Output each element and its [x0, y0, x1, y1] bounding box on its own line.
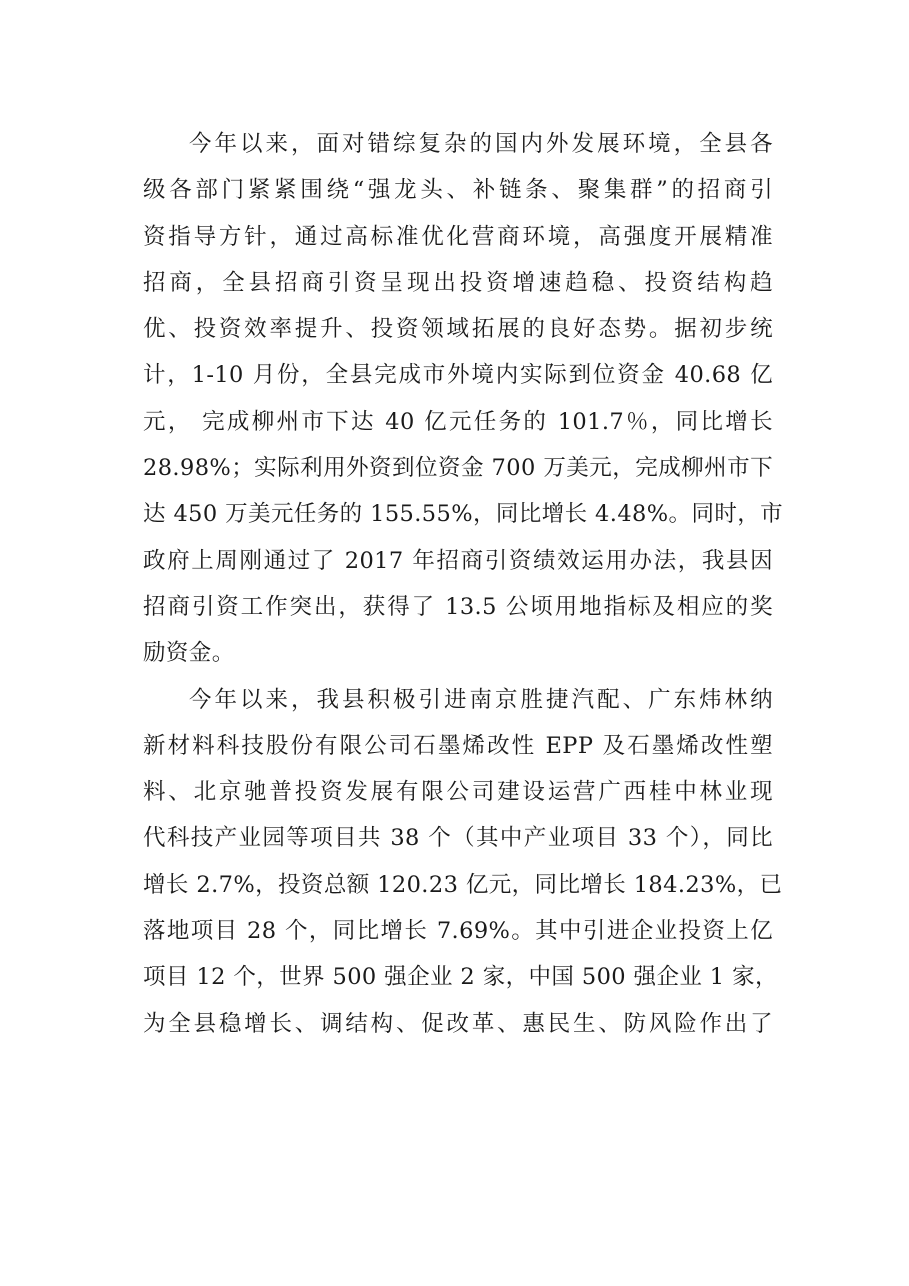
text-line: 政府上周刚通过了 2017 年招商引资绩效运用办法，我县因	[143, 547, 773, 574]
document-body	[143, 121, 784, 1047]
text-line: 元， 完成柳州市下达 40 亿元任务的 101.7％，同比增长	[143, 408, 773, 435]
text-line: 今年以来，面对错综复杂的国内外发展环境，全县各	[189, 131, 773, 157]
paragraph-1	[143, 121, 784, 677]
text-line: 新材料科技股份有限公司石墨烯改性 EPP 及石墨烯改性塑	[143, 732, 773, 759]
text-line: 料、北京驰普投资发展有限公司建设运营广西桂中林业现	[143, 779, 773, 806]
text-line: 达 450 万美元任务的 155.55%，同比增长 4.48%。同时，市	[143, 501, 784, 528]
text-line: 28.98%；实际利用外资到位资金 700 万美元，完成柳州市下	[143, 455, 773, 482]
text-line: 招商，全县招商引资呈现出投资增速趋稳、投资结构趋	[143, 269, 773, 296]
text-line: 代科技产业园等项目共 38 个（其中产业项目 33 个），同比	[143, 825, 773, 852]
text-line: 落地项目 28 个，同比增长 7.69%。其中引进企业投资上亿	[143, 918, 773, 945]
text-line: 级各部门紧紧围绕“强龙头、补链条、聚集群”的招商引	[143, 177, 773, 204]
text-line: 今年以来，我县积极引进南京胜捷汽配、广东炜林纳	[189, 686, 773, 713]
text-line: 优、投资效率提升、投资领域拓展的良好态势。据初步统	[143, 316, 773, 343]
text-line: 增长 2.7%，投资总额 120.23 亿元，同比增长 184.23%，已	[143, 871, 783, 898]
paragraph-2	[143, 677, 783, 1047]
text-line: 励资金。	[143, 640, 235, 667]
text-line: 计，1-10 月份，全县完成市外境内实际到位资金 40.68 亿	[143, 362, 773, 389]
text-line: 招商引资工作突出，获得了 13.5 公顷用地指标及相应的奖	[143, 593, 773, 620]
text-line: 资指导方针，通过高标准优化营商环境，高强度开展精准	[143, 223, 773, 250]
text-line: 项目 12 个，世界 500 强企业 2 家，中国 500 强企业 1 家，	[143, 964, 778, 991]
text-line: 为全县稳增长、调结构、促改革、惠民生、防风险作出了	[143, 1010, 773, 1037]
